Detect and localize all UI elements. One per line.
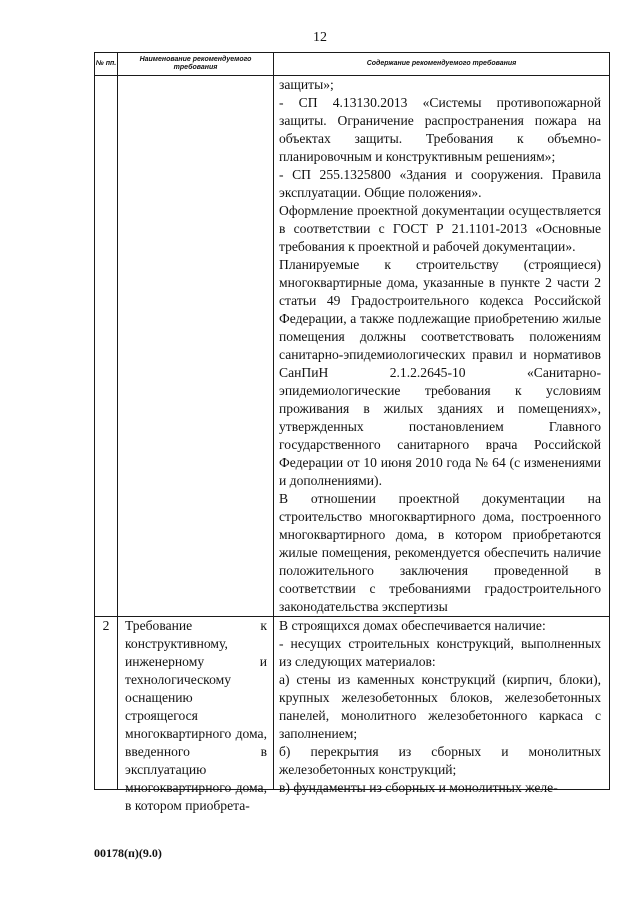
table-row (95, 617, 610, 790)
header-name: Наименование рекомендуемого требования (118, 53, 274, 76)
content-paragraph: В отношении проектной документации на строительство многоквартирного дома, построенного многоквартирного дома, в котором приобретаются жилые помещения, рекомендуется обеспечить наличие положительного заключения проведенной в соответствии с требованиями градостроительного законодательства экспертизы (279, 491, 601, 614)
row-content-text (274, 76, 609, 616)
content-paragraph: Планируемые к строительству (строящиеся) многоквартирные дома, указанные в пункте 2 части 2 статьи 49 Градостроительного кодекса Российской Федерации, а также подлежащие приобретению жилые помещения должны соответствовать положениям санитарно-эпидемиологических правил и нормативов СанПиН 2.1.2.2645-10 «Санитарно-эпидемиологические требования к условиям проживания в жилых зданиях и помещениях», утвержденных постановлением Главного государственного санитарного врача Российской Федерации от 10 июня 2010 года № 64 (с изменениями и дополнениями). (279, 257, 601, 488)
footer-code: 00178(п)(9.0) (94, 846, 162, 860)
requirements-table (94, 52, 610, 813)
row-content-cell (274, 76, 610, 617)
table-row (95, 76, 610, 617)
row-content-text (274, 617, 609, 795)
content-paragraph: Оформление проектной документации осуществляется в соответствии с ГОСТ Р 21.1101-2013 «Основные требования к проектной и рабочей документации». (279, 203, 601, 254)
row-num-cell: 2 (95, 617, 118, 790)
page-number: 12 (313, 30, 327, 45)
table-header-row (95, 53, 610, 76)
header-content: Содержание рекомендуемого требования (274, 53, 610, 76)
row-name-cell (118, 76, 274, 617)
row-name-cell (118, 617, 274, 813)
content-paragraph: В строящихся домах обеспечивается наличие: - несущих строительных конструкций, выполненных из следующих материалов: а) стены из каменных конструкций (кирпич, блоки), крупных железобетонных блоков, железобетонных панелей, монолитного железобетонного каркаса с заполнением; б) перекрытия из сборных и монолитных железобетонных конструкций; в) фундаменты из сборных и монолитных желе- (279, 618, 601, 795)
header-num: № пп. (95, 53, 118, 76)
row-name-text: Требование к конструктивному, инженерному и технологическому оснащению строящегося многоквартирного дома, введенного в эксплуатацию многоквартирного дома, в котором приобрета- (125, 618, 267, 813)
content-paragraph: защиты»; - СП 4.13130.2013 «Системы противопожарной защиты. Ограничение распространения пожара на объектах защиты. Требования к объемно-планировочным и конструктивным решениям»; - СП 255.1325800 «Здания и сооружения. Правила эксплуатации. Общие положения». (279, 77, 601, 200)
row-num-cell (95, 76, 118, 617)
row-content-cell (274, 617, 610, 795)
